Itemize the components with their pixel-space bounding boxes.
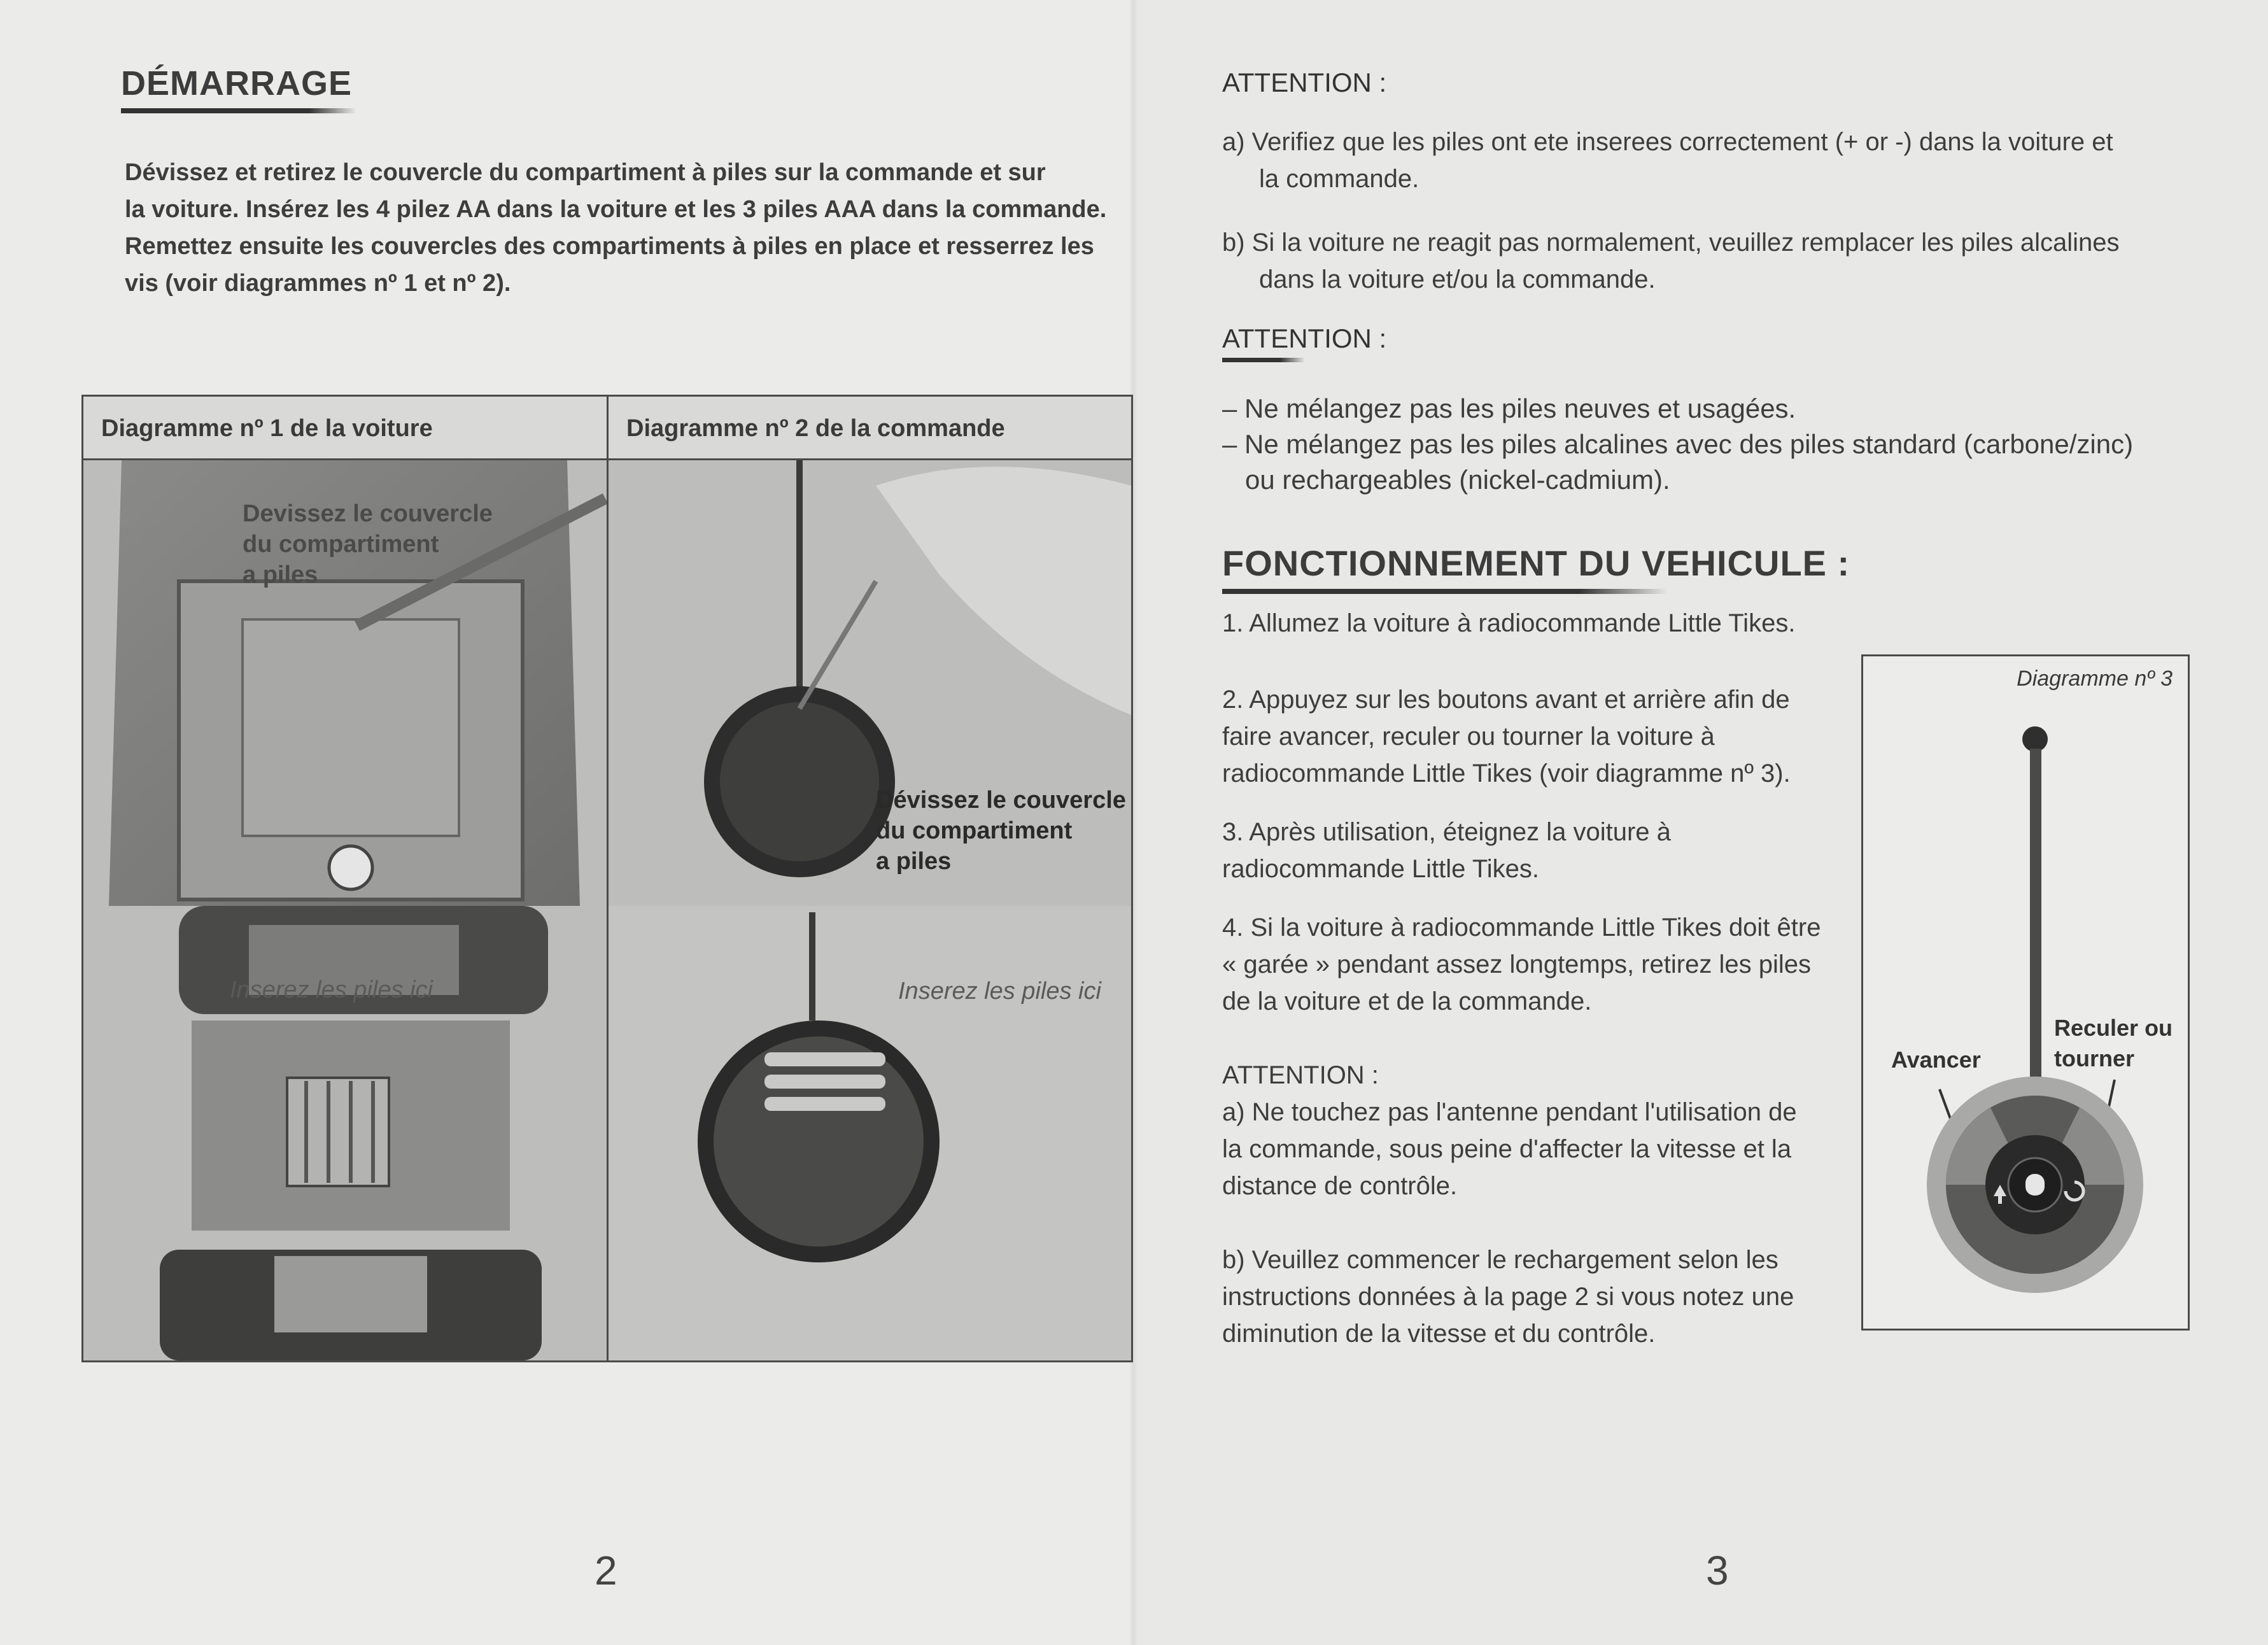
label-reculer-tourner <box>2054 1013 2173 1074</box>
heading-demarrage <box>121 64 356 113</box>
heading-text: DÉMARRAGE <box>121 64 353 102</box>
label-line: tourner <box>2054 1045 2134 1071</box>
step-line: 3. Après utilisation, éteignez la voiture à <box>1222 818 1671 846</box>
car-underside-photo <box>83 460 607 1360</box>
diagram2-top-callout <box>876 785 1126 877</box>
steps-list <box>1222 605 1833 1020</box>
callout-line: du compartiment <box>876 817 1073 844</box>
diagram3-title: Diagramme nº 3 <box>2017 667 2173 691</box>
page-number-right: 3 <box>1706 1548 1729 1593</box>
diagram1-bottom-callout: Inserez les piles ici <box>230 977 433 1003</box>
item-line: ou rechargeables (nickel-cadmium). <box>1245 465 1670 495</box>
item-line: a) Ne touchez pas l'antenne pendant l'utilisation de <box>1222 1098 1797 1126</box>
step-line: radiocommande Little Tikes (voir diagramme nº 3). <box>1222 759 1791 787</box>
attention1-list <box>1222 124 2228 298</box>
step-line: 2. Appuyez sur les boutons avant et arrière afin de <box>1222 686 1790 714</box>
intro-line: Dévissez et retirez le couvercle du compartiment à piles sur la commande et sur <box>125 159 1046 186</box>
heading-text: FONCTIONNEMENT DU VEHICULE : <box>1222 543 1850 583</box>
item-line: – Ne mélangez pas les piles neuves et usagées. <box>1222 393 1796 423</box>
step-line: 1. Allumez la voiture à radiocommande Little Tikes. <box>1222 609 1796 637</box>
attention3-item <box>1222 1241 1833 1352</box>
remote-illustration <box>1863 656 2188 1329</box>
diagrams-1-2-frame <box>81 395 1133 1362</box>
step-item <box>1222 909 1833 1020</box>
intro-line: la voiture. Insérez les 4 pilez AA dans la voiture et les 3 piles AAA dans la commande. <box>125 196 1107 223</box>
attention-text: ATTENTION : <box>1222 67 1387 97</box>
controller-photo <box>609 460 1131 1360</box>
step-line: 4. Si la voiture à radiocommande Little Tikes doit être <box>1222 914 1821 942</box>
item-line: la commande, sous peine d'affecter la vitesse et la <box>1222 1135 1792 1163</box>
diagram2-title: Diagramme nº 2 de la commande <box>609 397 1131 460</box>
attention-text: ATTENTION : <box>1222 323 1387 353</box>
step-item <box>1222 605 1833 642</box>
step-item <box>1222 814 1833 887</box>
attention1-item <box>1222 124 2228 197</box>
diagram1-title: Diagramme nº 1 de la voiture <box>83 397 607 460</box>
intro-line: Remettez ensuite les couvercles des compartiments à piles en place et resserrez les <box>125 233 1094 260</box>
attention2-label <box>1222 323 1386 362</box>
step-line: faire avancer, reculer ou tourner la voiture à <box>1222 723 1715 751</box>
item-line: instructions données à la page 2 si vous notez une <box>1222 1283 1794 1311</box>
item-line: la commande. <box>1259 165 1419 193</box>
callout-line: a piles <box>876 848 952 875</box>
attention1-item <box>1222 224 2228 298</box>
callout-line: du compartiment <box>243 531 439 558</box>
attention-underline <box>1222 358 1305 362</box>
attention3-label: ATTENTION : <box>1222 1061 1379 1089</box>
attention3-block <box>1222 1057 1833 1352</box>
diagram2-bottom-callout: Inserez les piles ici <box>898 978 1101 1005</box>
attention1-label <box>1222 67 1386 98</box>
heading-underline <box>121 108 356 113</box>
label-avancer: Avancer <box>1891 1047 1981 1073</box>
heading-underline <box>1222 589 1668 594</box>
attention2-list <box>1222 391 2253 498</box>
item-line: b) Si la voiture ne reagit pas normalement, veuillez remplacer les piles alcalines <box>1222 229 2120 257</box>
callout-line: Dévissez le couvercle <box>876 787 1126 814</box>
step-line: de la voiture et de la commande. <box>1222 987 1592 1015</box>
diagram3-frame <box>1861 654 2190 1331</box>
intro-paragraph <box>125 154 1118 302</box>
item-line: dans la voiture et/ou la commande. <box>1259 265 1656 293</box>
callout-line: a piles <box>243 561 318 588</box>
intro-line: vis (voir diagrammes nº 1 et nº 2). <box>125 270 511 297</box>
label-line: Reculer ou <box>2054 1015 2173 1041</box>
item-line: diminution de la vitesse et du contrôle. <box>1222 1320 1656 1348</box>
item-line: – Ne mélangez pas les piles alcalines avec des piles standard (carbone/zinc) <box>1222 429 2134 459</box>
heading-fonctionnement <box>1222 542 1850 594</box>
step-line: « garée » pendant assez longtemps, retirez les piles <box>1222 950 1811 978</box>
diagram1-top-callout <box>243 498 493 590</box>
item-line: b) Veuillez commencer le rechargement selon les <box>1222 1246 1778 1274</box>
page-number-left: 2 <box>595 1548 617 1593</box>
item-line: distance de contrôle. <box>1222 1172 1458 1200</box>
item-line: a) Verifiez que les piles ont ete inserees correctement (+ or -) dans la voiture et <box>1222 128 2113 156</box>
step-line: radiocommande Little Tikes. <box>1222 855 1540 883</box>
attention3-item <box>1222 1094 1833 1204</box>
callout-line: Devissez le couvercle <box>243 500 493 527</box>
step-item <box>1222 681 1833 792</box>
